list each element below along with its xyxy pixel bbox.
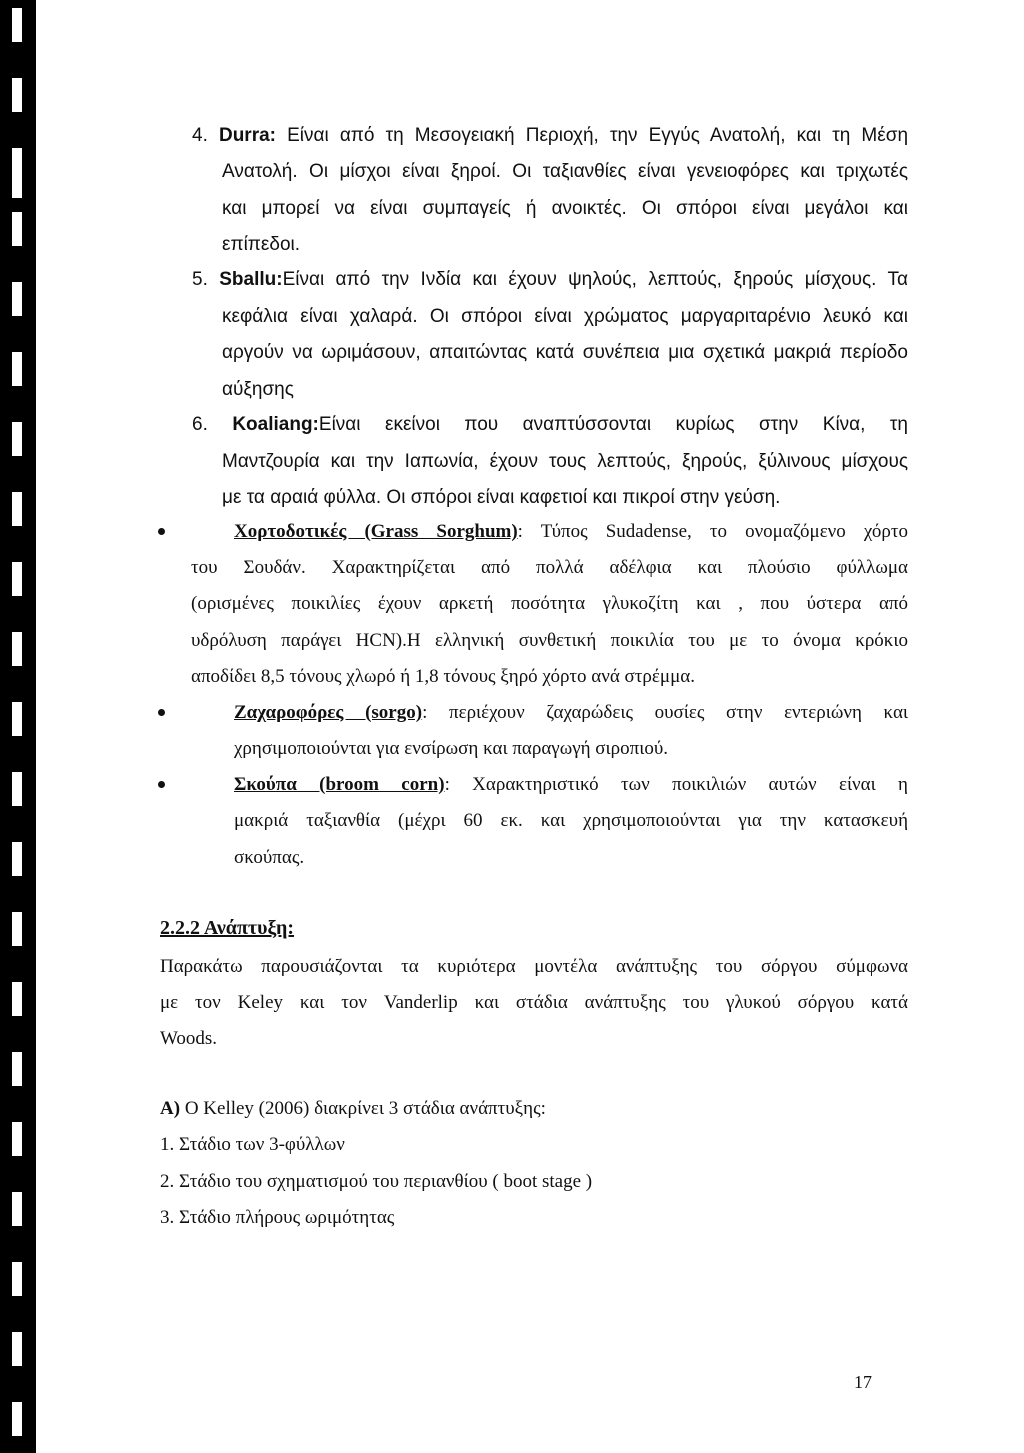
subsection-line	[160, 1097, 546, 1121]
item-text: : Χαρακτηριστικό των ποικιλιών αυτών είναι η	[444, 774, 908, 795]
text-line: Παρακάτω παρουσιάζονται τα κυριότερα μοντέλα ανάπτυξης του σόργου σύμφωνα	[160, 956, 908, 977]
scan-mark	[12, 1402, 22, 1436]
text-line: και μπορεί να είναι συμπαγείς ή ανοικτές. Οι σπόροι είναι μεγάλοι και	[222, 198, 908, 219]
scan-mark	[12, 702, 22, 736]
text-line: με τα αραιά φύλλα. Οι σπόροι είναι καφετιοί και πικροί στην γεύση.	[222, 487, 781, 508]
list-item-durra	[192, 124, 908, 148]
text-line: μακριά ταξιανθία (μέχρι 60 εκ. και χρησιμοποιούνται για την κατασκευή	[234, 810, 908, 831]
scan-mark	[12, 1052, 22, 1086]
item-text: : Τύπος Sudadense, το ονομαζόμενο χόρτο	[517, 521, 908, 542]
text-line: του Σουδάν. Χαρακτηρίζεται από πολλά αδέλφια και πλούσιο φύλλωμα	[191, 557, 908, 578]
section-heading: 2.2.2 Ανάπτυξη:	[160, 917, 295, 939]
scan-mark	[12, 1262, 22, 1296]
text-line: σκούπας.	[234, 847, 305, 868]
subsection-text: O Kelley (2006) διακρίνει 3 στάδια ανάπτυξης:	[180, 1098, 546, 1119]
scan-mark	[12, 632, 22, 666]
list-item-sballu	[192, 268, 908, 292]
text-line: υδρόλυση παράγει HCN).Η ελληνική συνθετική ποικιλία του με το όνομα κρόκιο	[191, 630, 908, 651]
text-line: Woods.	[160, 1028, 218, 1049]
bullet-icon	[158, 709, 165, 716]
text-line: με τον Keley και τον Vanderlip και στάδια ανάπτυξης του γλυκού σόργου κατά	[160, 992, 908, 1013]
item-text: Είναι από τη Μεσογειακή Περιοχή, την Εγγύς Ανατολή, και τη Μέση	[275, 125, 909, 146]
scan-mark	[12, 212, 22, 246]
item-text: : περιέχουν ζαχαρώδεις ουσίες στην εντεριώνη και	[422, 702, 909, 723]
text-line: αποδίδει 8,5 τόνους χλωρό ή 1,8 τόνους ξηρό χόρτο ανά στρέμμα.	[191, 666, 695, 687]
scan-mark	[12, 982, 22, 1016]
scan-mark	[12, 78, 22, 112]
scan-mark	[12, 422, 22, 456]
variety-name: Durra:	[218, 125, 276, 146]
list-item-koaliang	[192, 413, 908, 437]
category-name: Σκούπα (broom corn)	[234, 774, 445, 795]
text-line: χρησιμοποιούνται για ενσίρωση και παραγωγή σιροπιού.	[234, 738, 668, 759]
text-line: Ανατολή. Οι μίσχοι είναι ξηροί. Οι ταξιανθίες είναι γενειοφόρες και τριχωτές	[222, 161, 908, 182]
bullet-broom-corn	[234, 773, 908, 797]
scan-mark	[12, 1192, 22, 1226]
scan-mark	[12, 562, 22, 596]
item-number: 6.	[192, 414, 233, 435]
text-line: επίπεδοι.	[222, 234, 301, 255]
bullet-grass-sorghum	[234, 520, 908, 544]
bullet-sorgo	[234, 701, 908, 725]
text-line: Μαντζουρία και την Ιαπωνία, έχουν τους λεπτούς, ξηρούς, ξύλινους μίσχους	[222, 451, 908, 472]
item-text: Είναι εκείνοι που αναπτύσσονται κυρίως στην Κίνα, τη	[318, 414, 908, 435]
scan-mark	[12, 772, 22, 806]
item-number: 5.	[192, 269, 220, 290]
variety-name: Koaliang:	[232, 414, 319, 435]
category-name: Ζαχαροφόρες (sorgo)	[234, 702, 423, 723]
scan-margin	[0, 0, 36, 1453]
item-number: 4.	[192, 125, 219, 146]
scan-mark	[12, 1122, 22, 1156]
text-line: αύξησης	[222, 379, 294, 400]
text-line: αργούν να ωριμάσουν, απαιτώντας κατά συνέπεια μια σχετικά μακριά περίοδο	[222, 342, 908, 363]
text-line: κεφάλια είναι χαλαρά. Οι σπόροι είναι χρώματος μαργαριταρένιο λευκό και	[222, 306, 908, 327]
subsection-label: A)	[160, 1098, 181, 1119]
page-number: 17	[854, 1372, 872, 1392]
stage-item: 3. Στάδιο πλήρους ωριμότητας	[160, 1207, 395, 1228]
bullet-icon	[158, 528, 165, 535]
scan-mark	[12, 8, 22, 42]
variety-name: Sballu:	[219, 269, 283, 290]
bullet-icon	[158, 781, 165, 788]
document-page	[36, 0, 1024, 1453]
scan-mark	[12, 282, 22, 316]
scan-mark	[12, 912, 22, 946]
scan-mark	[12, 842, 22, 876]
stage-item: 1. Στάδιο των 3-φύλλων	[160, 1134, 345, 1155]
scan-mark	[12, 1332, 22, 1366]
scan-mark	[12, 352, 22, 386]
item-text: Είναι από την Ινδία και έχουν ψηλούς, λεπτούς, ξηρούς μίσχους. Τα	[282, 269, 908, 290]
stage-item: 2. Στάδιο του σχηματισμού του περιανθίου ( boot stage )	[160, 1171, 593, 1192]
scan-mark	[12, 148, 22, 198]
text-line: (ορισμένες ποικιλίες έχουν αρκετή ποσότητα γλυκοζίτη και , που ύστερα από	[191, 593, 908, 614]
category-name: Χορτοδοτικές (Grass Sorghum)	[234, 521, 518, 542]
scan-mark	[12, 492, 22, 526]
